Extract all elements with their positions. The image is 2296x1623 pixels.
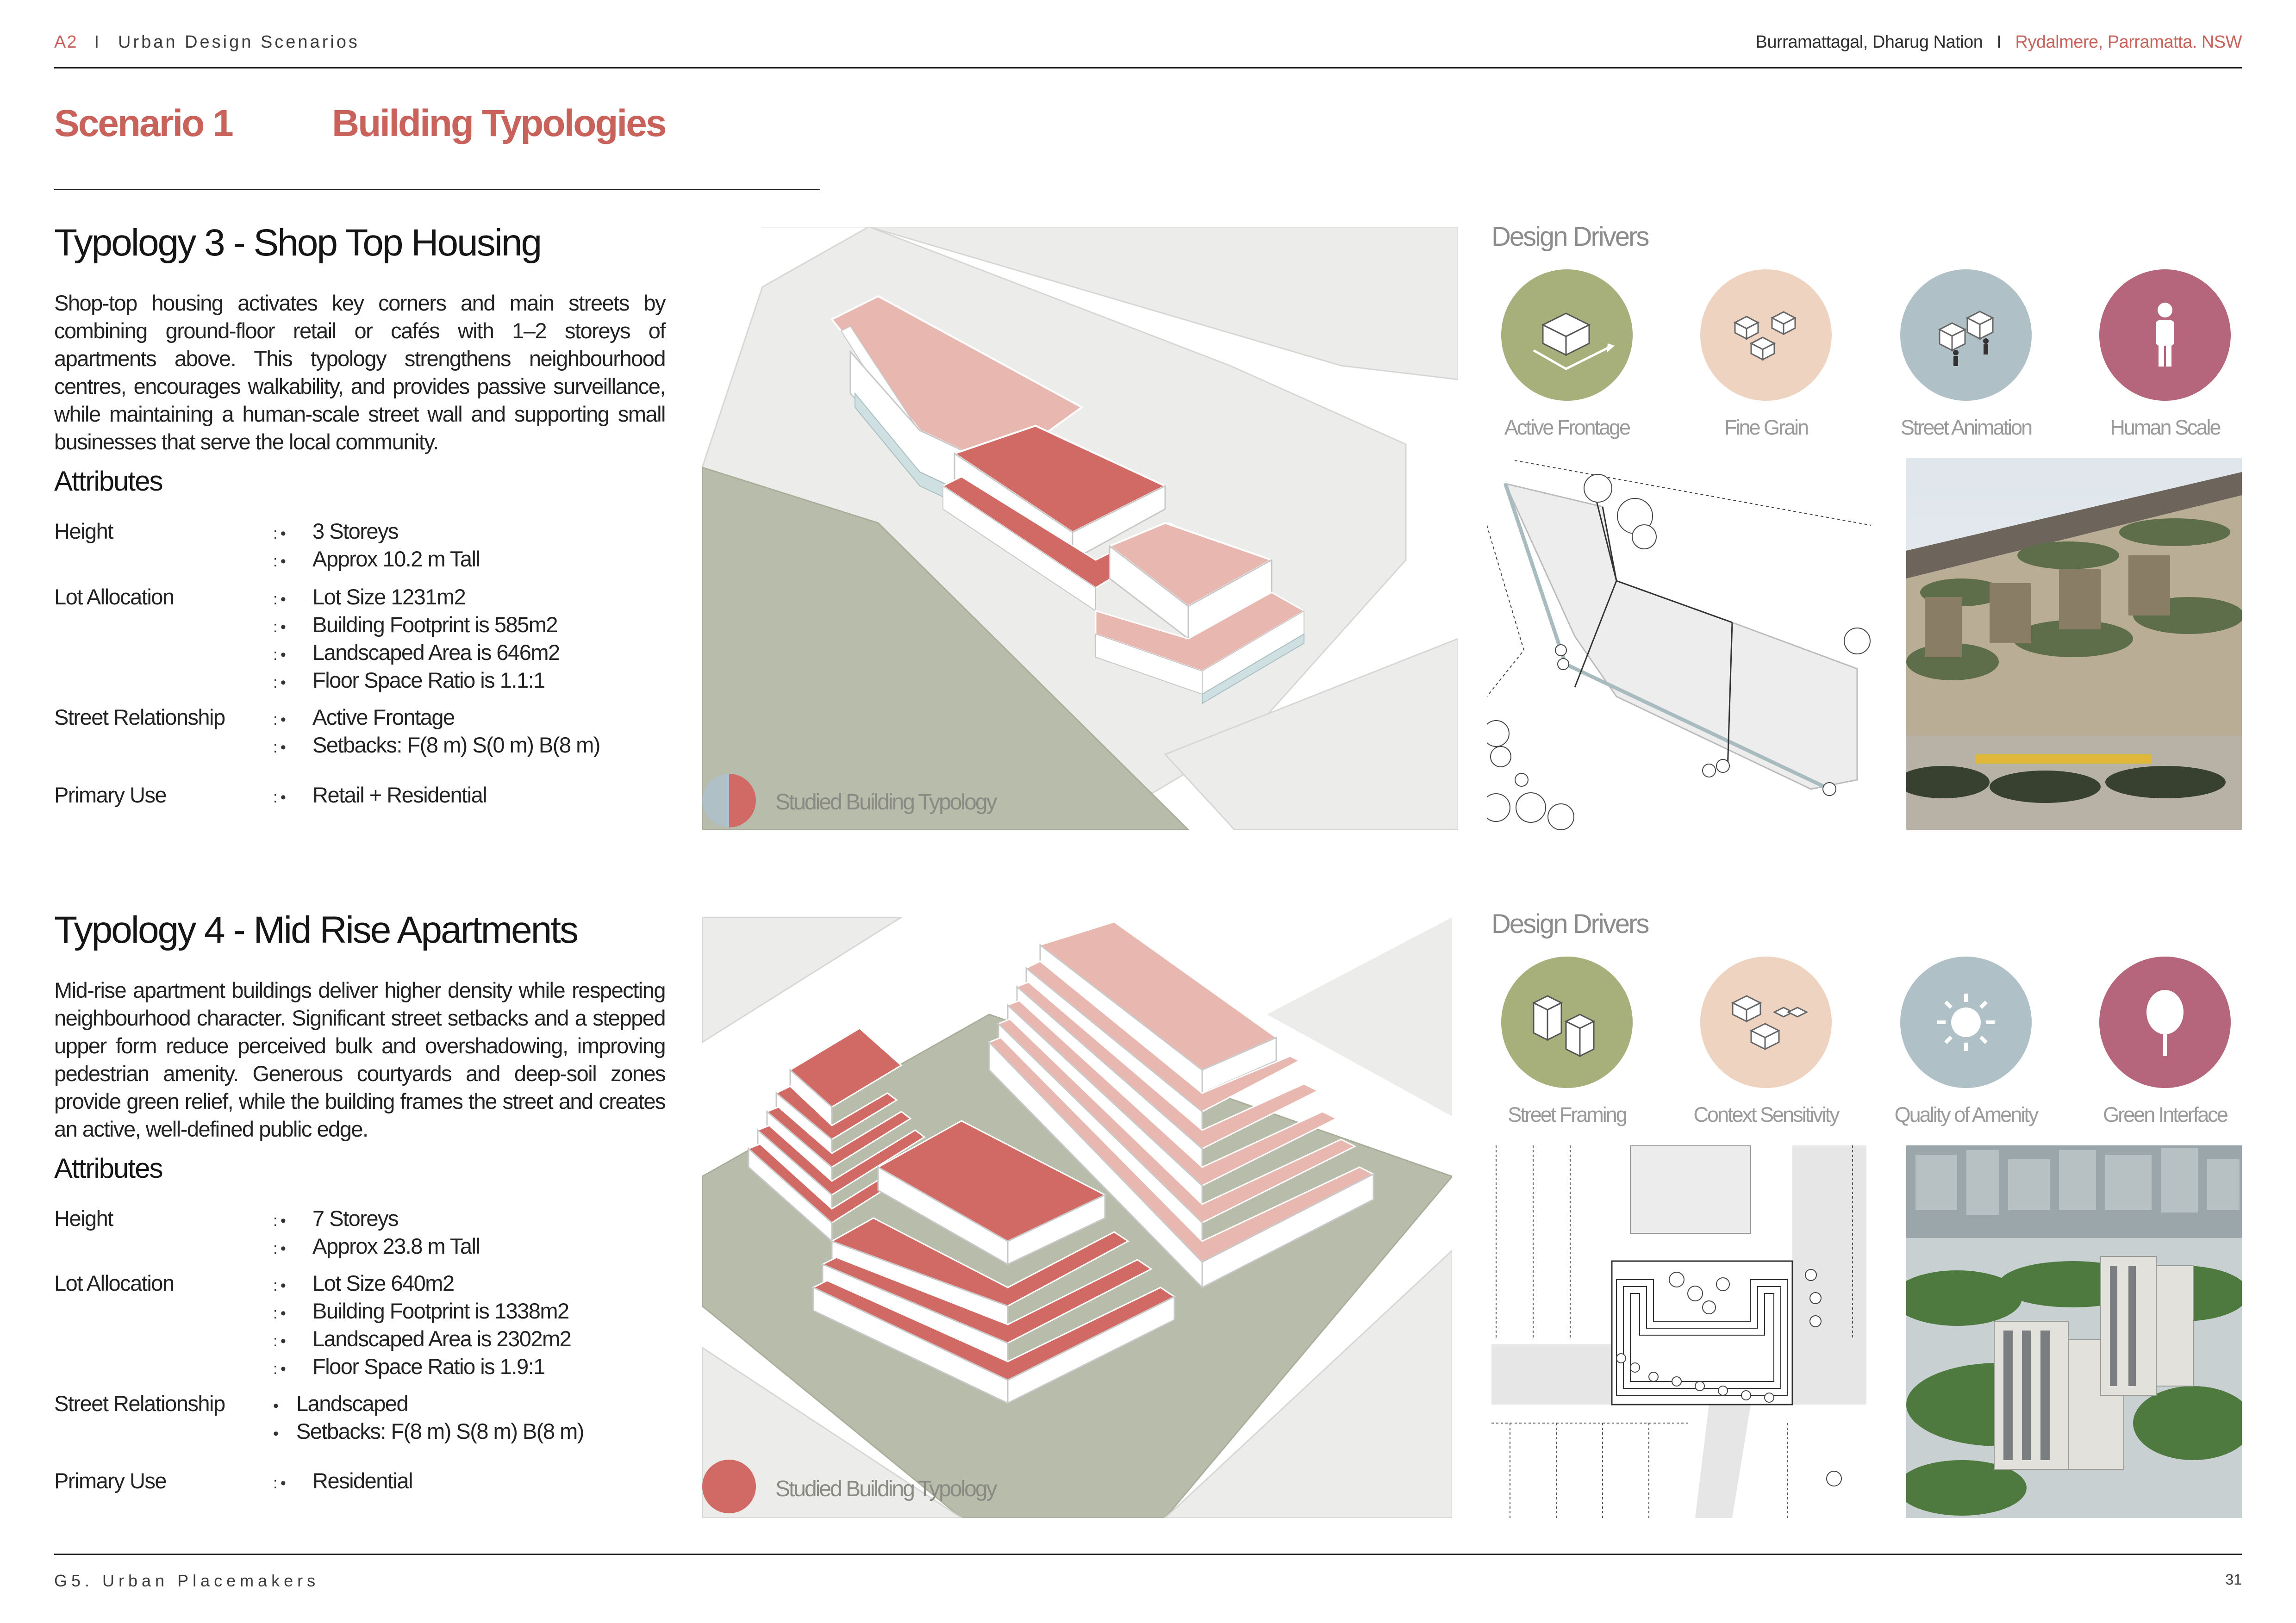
header-rule [54, 67, 2242, 68]
t3-driver-2-label: Fine Grain [1724, 416, 1808, 439]
small-blocks-icon [1700, 269, 1832, 401]
page-title: Building Typologies [332, 102, 666, 144]
footer-rule [54, 1554, 2242, 1555]
t4-lot-value-2: : • Building Footprint is 1338m2 [273, 1299, 569, 1323]
t4-lot-value-4: : • Floor Space Ratio is 1.9:1 [273, 1354, 545, 1379]
t3-street-value-2: : • Setbacks: F(8 m) S(0 m) B(8 m) [273, 733, 600, 757]
t3-lot-value-3: : • Landscaped Area is 646m2 [273, 640, 560, 665]
page-code: A2 [54, 32, 78, 52]
t3-driver-3-label: Street Animation [1900, 416, 2032, 439]
location-place: Rydalmere, Parramatta. NSW [2015, 32, 2242, 52]
t4-driver-2-icon [1700, 957, 1832, 1088]
t4-design-drivers-title: Design Drivers [1491, 909, 1648, 939]
t3-use-label: Primary Use [54, 783, 167, 807]
typology4-site-plan [1491, 1145, 1866, 1518]
t4-street-value-2: • Setbacks: F(8 m) S(8 m) B(8 m) [273, 1419, 584, 1443]
t3-driver-3-icon [1900, 269, 2032, 401]
t4-street-value-1: • Landscaped [273, 1391, 408, 1416]
typology3-site-plan [1487, 456, 1871, 830]
typology3-title: Typology 3 - Shop Top Housing [54, 222, 541, 264]
typology3-description: Shop-top housing activates key corners and main streets by combining ground-floor retail or cafés with 1–2 storeys of apartments above. This typology strengthens neighbourhood centres, encourages walkability, and provides passive surveillance, while maintaining a human-scale street wall and supporting small businesses that serve the local community. [54, 291, 665, 454]
t4-height-value-1: : • 7 Storeys [273, 1206, 399, 1231]
t3-driver-1-icon [1501, 269, 1633, 401]
stacked-blocks-icon [1501, 957, 1633, 1088]
t4-lot-value-3: : • Landscaped Area is 2302m2 [273, 1326, 571, 1351]
footer-org: G5. Urban Placemakers [54, 1571, 320, 1590]
location-country: Burramattagal, Dharug Nation [1755, 32, 1983, 52]
section-title: Urban Design Scenarios [118, 32, 360, 52]
typology4-attributes-heading: Attributes [54, 1153, 162, 1184]
typology3-attributes-heading: Attributes [54, 466, 162, 497]
people-buildings-icon [1900, 269, 2032, 401]
typology4-title: Typology 4 - Mid Rise Apartments [54, 909, 577, 951]
t3-lot-value-4: : • Floor Space Ratio is 1.1:1 [273, 668, 545, 692]
t3-driver-1-label: Active Frontage [1504, 416, 1630, 439]
t3-height-value-2: : • Approx 10.2 m Tall [273, 547, 480, 571]
t4-driver-4-icon [2099, 957, 2231, 1088]
typology3-axonometric [702, 227, 1458, 830]
building-arrow-icon [1501, 269, 1633, 401]
t3-lot-label: Lot Allocation [54, 585, 174, 609]
person-icon [2099, 269, 2231, 401]
t4-height-label: Height [54, 1206, 113, 1231]
t3-street-value-1: : • Active Frontage [273, 705, 455, 729]
t3-studied-label: Studied Building Typology [775, 790, 996, 815]
t4-driver-1-label: Street Framing [1508, 1103, 1626, 1126]
t4-driver-3-label: Quality of Amenity [1894, 1103, 2038, 1126]
page-number: 31 [2225, 1571, 2242, 1588]
t4-use-label: Primary Use [54, 1468, 167, 1493]
mixed-blocks-icon [1700, 957, 1832, 1088]
typology4-axonometric [702, 917, 1452, 1518]
t3-design-drivers-title: Design Drivers [1491, 222, 1648, 252]
t4-studied-label: Studied Building Typology [775, 1477, 996, 1501]
t4-lot-value-1: : • Lot Size 640m2 [273, 1271, 454, 1295]
typology3-photo [1906, 458, 2242, 830]
t4-driver-1-icon [1501, 957, 1633, 1088]
t4-driver-4-label: Green Interface [2103, 1103, 2227, 1126]
t3-height-label: Height [54, 519, 113, 543]
t3-lot-value-2: : • Building Footprint is 585m2 [273, 612, 558, 637]
t3-use-value: : • Retail + Residential [273, 783, 487, 807]
t4-height-value-2: : • Approx 23.8 m Tall [273, 1234, 480, 1258]
t3-height-value-1: : • 3 Storeys [273, 519, 399, 543]
t3-driver-2-icon [1700, 269, 1832, 401]
typology4-photo [1906, 1145, 2242, 1518]
t3-driver-4-label: Human Scale [2110, 416, 2220, 439]
t4-driver-2-label: Context Sensitivity [1693, 1103, 1839, 1126]
scenario-title: Scenario 1 [54, 102, 232, 144]
t4-driver-3-icon [1900, 957, 2032, 1088]
header-section [54, 32, 360, 52]
sun-icon [1900, 957, 2032, 1088]
t3-street-label: Street Relationship [54, 705, 225, 729]
t4-lot-label: Lot Allocation [54, 1271, 174, 1295]
t3-lot-value-1: : • Lot Size 1231m2 [273, 585, 466, 609]
header-location [1756, 32, 2242, 52]
tree-icon [2099, 957, 2231, 1088]
t3-driver-4-icon [2099, 269, 2231, 401]
typology4-description: Mid-rise apartment buildings deliver higher density while respecting neighbourhood character. Significant street setbacks and a stepped upper form reduce perceived bulk and overshadowing, improving pedestrian amenity. Generous courtyards and deep-soil zones provide green relief, while the building frames the street and creates an active, well-defined public edge. [54, 978, 665, 1141]
t4-street-label: Street Relationship [54, 1391, 225, 1416]
header-separator-right: I [1997, 32, 2002, 52]
t4-use-value: : • Residential [273, 1468, 413, 1493]
title-rule [54, 189, 820, 190]
header-separator: I [94, 32, 102, 52]
